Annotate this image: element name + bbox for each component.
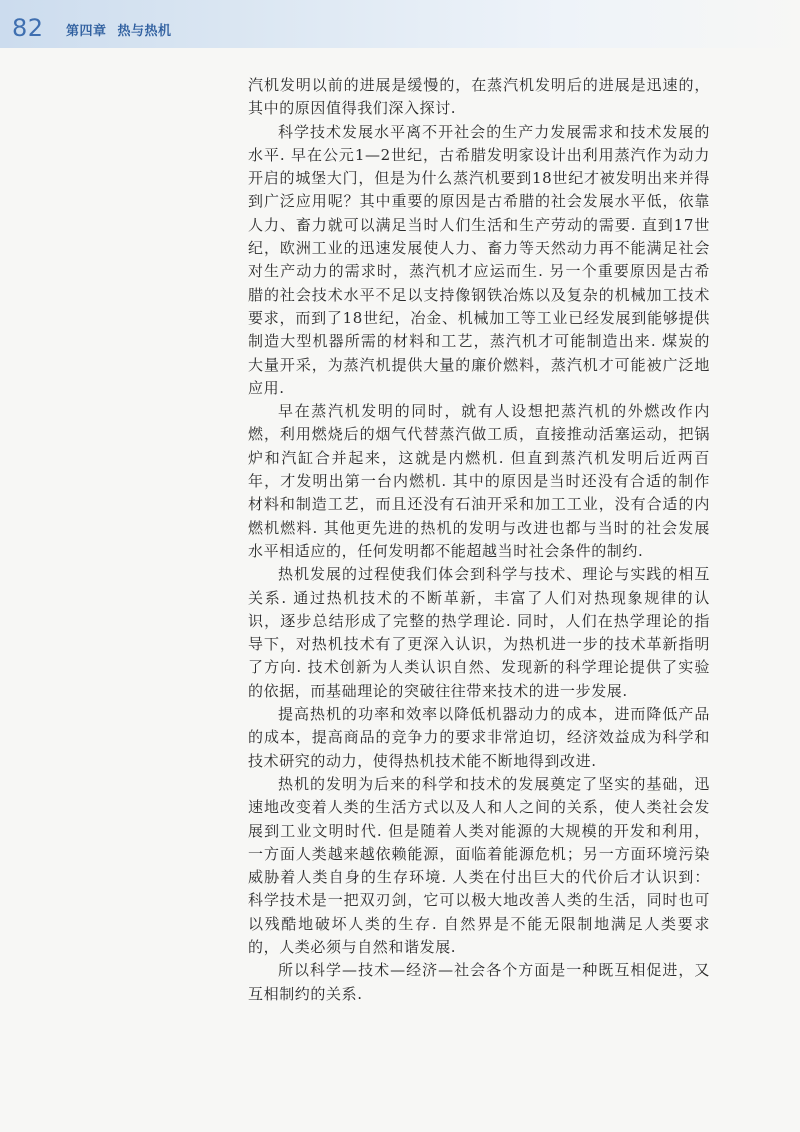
paragraph-6: 热机的发明为后来的科学和技术的发展奠定了坚实的基础，迅速地改变着人类的生活方式以及人和人之间的关系，使人类社会发展到工业文明时代. 但是随着人类对能源的大规模的开发和利用，一方面人类越来越依赖能源，面临着能源危机；另一方面环境污染威胁着人类自身的生存环境. 人类在付出巨大的代价后才认识到：科学技术是一把双刃剑，它可以极大地改善人类的生活，同时也可以残酷地破坏人类的生存. 自然界是不能无限制地满足人类要求的，人类必须与自然和谐发展. <box>248 774 710 956</box>
paragraph-5: 提高热机的功率和效率以降低机器动力的成本，进而降低产品的成本，提高商品的竞争力的要求非常迫切，经济效益成为科学和技术研究的动力，使得热机技术能不断地得到改进. <box>248 705 710 770</box>
chapter-heading <box>66 24 178 40</box>
paragraph-7: 所以科学—技术—经济—社会各个方面是一种既互相促进，又互相制约的关系. <box>248 961 710 1003</box>
paragraph-4: 热机发展的过程使我们体会到科学与技术、理论与实践的相互关系. 通过热机技术的不断革新，丰富了人们对热现象规律的认识，逐步总结形成了完整的热学理论. 同时，人们在热学理论的指导下，对热机技术有了更深入认识，为热机进一步的技术革新指明了方向. 技术创新为人类认识自然、发现新的科学理论提供了实验的依据，而基础理论的突破往往带来技术的进一步发展. <box>248 565 710 700</box>
chapter-label: 第四章 <box>66 24 107 39</box>
page-header-band <box>0 0 800 48</box>
paragraph-1: 汽机发明以前的进展是缓慢的，在蒸汽机发明后的进展是迅速的，其中的原因值得我们深入探讨. <box>248 76 710 118</box>
body-text <box>248 74 710 1006</box>
chapter-title: 热与热机 <box>117 24 172 39</box>
paragraph-3: 早在蒸汽机发明的同时，就有人设想把蒸汽机的外燃改作内燃，利用燃烧后的烟气代替蒸汽做工质，直接推动活塞运动，把锅炉和汽缸合并起来，这就是内燃机. 但直到蒸汽机发明后近两百年，才发明出第一台内燃机. 其中的原因是当时还没有合适的制作材料和制造工艺，而且还没有石油开采和加工工业，没有合适的内燃机燃料. 其他更先进的热机的发明与改进也都与当时的社会发展水平相适应的，任何发明都不能超越当时社会条件的制约. <box>248 402 710 560</box>
page-number: 82 <box>12 14 44 42</box>
paragraph-2: 科学技术发展水平离不开社会的生产力发展需求和技术发展的水平. 早在公元1—2世纪，古希腊发明家设计出利用蒸汽作为动力开启的城堡大门，但是为什么蒸汽机要到18世纪才被发明出来并得到广泛应用呢？其中重要的原因是古希腊的社会发展水平低，依靠人力、畜力就可以满足当时人们生活和生产劳动的需要. 直到17世纪，欧洲工业的迅速发展使人力、畜力等天然动力再不能满足社会对生产动力的需求时，蒸汽机才应运而生. 另一个重要原因是古希腊的社会技术水平不足以支持像钢铁冶炼以及复杂的机械加工技术要求，而到了18世纪，冶金、机械加工等工业已经发展到能够提供制造大型机器所需的材料和工艺，蒸汽机才可能制造出来. 煤炭的大量开采，为蒸汽机提供大量的廉价燃料，蒸汽机才可能被广泛地应用. <box>248 122 710 397</box>
